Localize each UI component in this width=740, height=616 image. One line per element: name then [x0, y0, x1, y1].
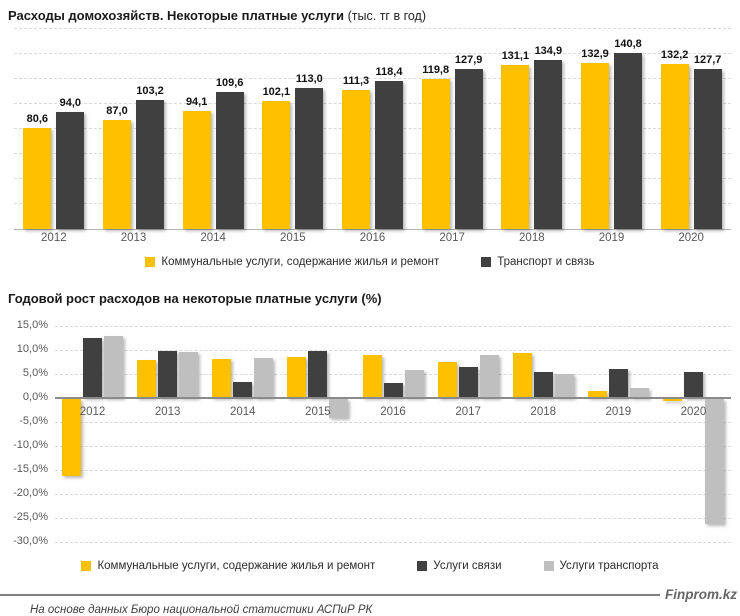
gridline — [14, 28, 731, 29]
year-label: 2017 — [455, 406, 481, 418]
y-tick-label: -15,0% — [13, 463, 48, 475]
brand-logo: Finprom.kz — [664, 587, 737, 602]
bar — [684, 372, 703, 398]
bar-value-label: 140,8 — [614, 38, 642, 50]
gridline — [55, 542, 731, 543]
legend-swatch — [81, 561, 91, 571]
gridline — [55, 446, 731, 447]
bar — [254, 358, 273, 398]
bar-value-label: 94,1 — [185, 96, 208, 109]
bar-value-label: 119,8 — [422, 64, 450, 77]
bar — [233, 382, 252, 398]
bar — [287, 357, 306, 398]
legend-item — [145, 256, 439, 268]
legend-label: Услуги транспорта — [559, 560, 659, 572]
bar — [614, 53, 642, 229]
bar — [694, 69, 722, 229]
bar — [23, 128, 51, 229]
y-tick-label: 10,0% — [16, 343, 48, 355]
source-note: На основе данных Бюро национальной статистики АСПиР РК — [30, 604, 373, 616]
legend-item — [417, 560, 501, 572]
growth-bar-chart — [13, 319, 731, 547]
legend-item — [481, 256, 594, 268]
year-label: 2017 — [439, 232, 465, 244]
bar — [56, 112, 84, 230]
footer — [0, 587, 740, 616]
bar-value-label: 132,9 — [581, 47, 609, 60]
year-label: 2019 — [605, 406, 632, 418]
expenses-bar-chart — [14, 29, 731, 229]
bar — [216, 92, 244, 229]
y-tick-label: -5,0% — [19, 415, 48, 427]
bar — [375, 81, 403, 229]
chart1-title — [0, 0, 740, 23]
zero-axis-line — [55, 397, 731, 399]
chart1-title-note: (тыс. тг в год) — [347, 9, 426, 23]
bar — [384, 383, 403, 398]
year-label: 2013 — [120, 232, 147, 244]
bar-value-label: 127,7 — [693, 54, 722, 67]
bar-value-label: 118,4 — [375, 66, 403, 78]
footer-divider — [0, 594, 660, 596]
legend-label: Транспорт и связь — [497, 256, 595, 268]
legend-item — [81, 560, 375, 572]
gridline — [55, 374, 731, 375]
gridline — [55, 470, 731, 471]
year-label: 2012 — [41, 232, 67, 244]
bar — [262, 101, 290, 229]
bar — [363, 355, 382, 398]
legend-label: Коммунальные услуги, содержание жилья и ремонт — [97, 560, 376, 572]
legend-item — [544, 560, 659, 572]
year-label: 2019 — [598, 232, 625, 244]
footer-rule-row — [0, 587, 740, 602]
bar — [308, 351, 327, 398]
y-tick-label: -25,0% — [13, 511, 48, 523]
gridline — [55, 494, 731, 495]
legend-label: Услуги связи — [433, 560, 502, 572]
y-tick-label: -10,0% — [13, 439, 48, 451]
y-tick-label: 5,0% — [22, 367, 48, 379]
bar — [609, 369, 628, 398]
bar — [83, 338, 102, 398]
bar-value-label: 134,9 — [534, 45, 563, 58]
legend-swatch — [481, 257, 491, 267]
year-label: 2015 — [280, 232, 306, 244]
bar-value-label: 111,3 — [342, 74, 370, 87]
legend-swatch — [145, 257, 155, 267]
chart1-title-bold: Расходы домохозяйств. Некоторые платные услуги — [8, 8, 344, 23]
bar — [179, 352, 198, 398]
bar — [534, 372, 553, 398]
year-label: 2013 — [154, 406, 181, 418]
bar-value-label: 109,6 — [215, 77, 244, 89]
bar-value-label: 94,0 — [59, 96, 82, 109]
y-tick-label: -30,0% — [13, 535, 48, 547]
bar — [103, 120, 131, 229]
chart1-legend — [0, 256, 740, 268]
bar — [405, 370, 424, 398]
year-label: 2015 — [305, 406, 331, 418]
bar — [158, 351, 177, 398]
y-tick-label: -20,0% — [13, 487, 48, 499]
gridline — [55, 326, 731, 327]
bar — [513, 353, 532, 398]
bar — [663, 399, 682, 401]
year-label: 2020 — [680, 406, 707, 418]
year-label: 2014 — [229, 406, 256, 418]
gridline — [55, 350, 731, 351]
gridline — [55, 422, 731, 423]
y-tick-label: 15,0% — [16, 319, 48, 331]
chart2-legend — [0, 560, 740, 572]
bar — [137, 360, 156, 398]
bar — [295, 88, 323, 229]
year-label: 2016 — [359, 232, 386, 244]
bar — [501, 65, 529, 229]
year-label: 2018 — [519, 232, 545, 244]
bar-value-label: 87,0 — [106, 105, 128, 118]
legend-swatch — [544, 561, 554, 571]
y-tick-label: 0,0% — [22, 391, 48, 403]
gridline — [55, 518, 731, 519]
bar — [438, 362, 457, 398]
bar-value-label: 103,2 — [136, 85, 164, 97]
year-label: 2012 — [79, 406, 106, 418]
chart1-x-axis — [14, 229, 731, 247]
bar — [480, 355, 499, 398]
bar — [581, 63, 609, 229]
year-label: 2020 — [678, 232, 704, 244]
bar-value-label: 80,6 — [26, 113, 49, 126]
bar-value-label: 113,0 — [295, 72, 323, 85]
bar-value-label: 127,9 — [454, 54, 483, 67]
bar — [422, 79, 450, 229]
bar — [661, 64, 689, 229]
year-label: 2016 — [380, 406, 406, 418]
chart2-title: Годовой рост расходов на некоторые платные услуги (%) — [8, 291, 382, 306]
legend-label: Коммунальные услуги, содержание жилья и ремонт — [161, 256, 440, 268]
year-label: 2014 — [200, 232, 226, 244]
bar — [534, 60, 562, 229]
bar — [455, 69, 483, 229]
legend-swatch — [417, 561, 427, 571]
bar-value-label: 131,1 — [501, 50, 530, 63]
bar — [342, 90, 370, 229]
bar — [459, 367, 478, 398]
bar — [212, 359, 231, 398]
bar — [136, 100, 164, 229]
bar — [104, 336, 123, 398]
bar — [183, 111, 211, 229]
bar-value-label: 132,2 — [660, 48, 689, 61]
bar-value-label: 102,1 — [262, 86, 291, 99]
bar — [555, 374, 574, 398]
year-label: 2018 — [530, 406, 557, 418]
